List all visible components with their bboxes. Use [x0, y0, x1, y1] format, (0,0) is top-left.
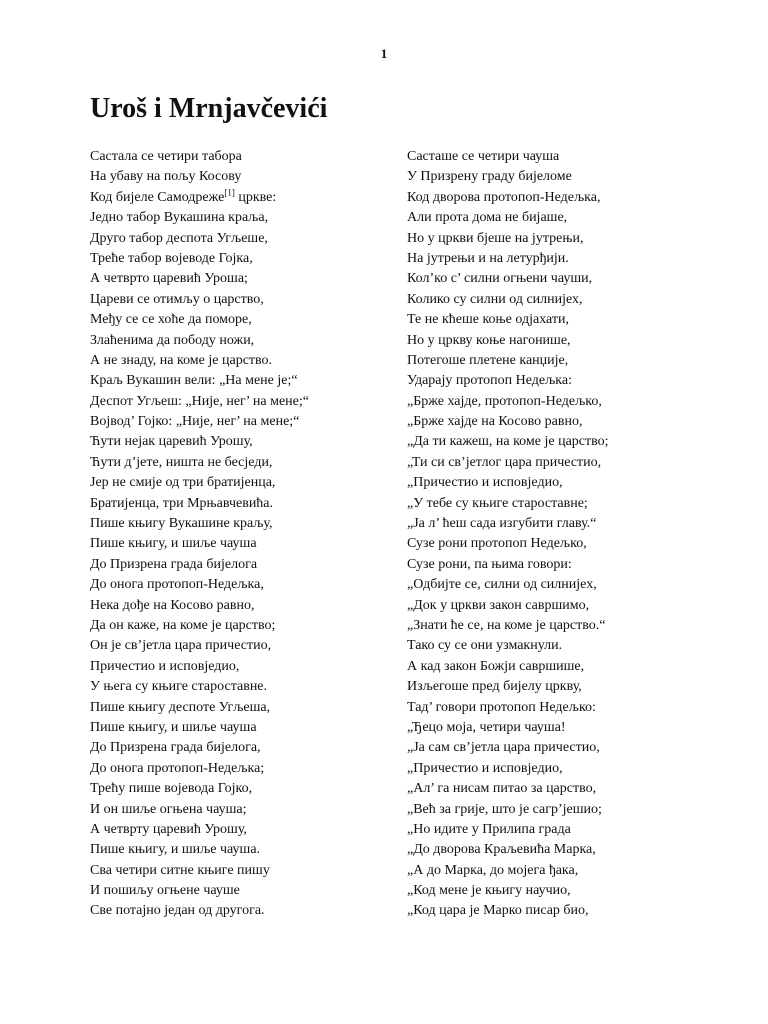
verse-text: „Причестио и исповједио,	[407, 760, 563, 776]
verse-line	[407, 861, 609, 881]
verse-text: Ударају протопоп Недељка:	[407, 373, 572, 389]
verse-line	[90, 351, 309, 371]
verse-line	[90, 698, 309, 718]
verse-text: „Ја сам св’јетла цара причестио,	[407, 740, 600, 756]
verse-text: „Код цара је Марко писар био,	[407, 903, 589, 919]
poem-column-left	[90, 147, 309, 922]
verse-text: „Већ за грије, што је сагр’јешио;	[407, 801, 602, 817]
verse-text: „Знати ће се, на коме је царство.“	[407, 617, 606, 633]
verse-line	[90, 208, 309, 228]
verse-text: Али прота дома не бијаше,	[407, 210, 568, 226]
verse-text: Сва четири ситне књиге пишу	[90, 862, 270, 878]
verse-line	[407, 738, 609, 758]
verse-text: Потегоше плетене канџије,	[407, 352, 569, 368]
verse-text: До Призрена града бијелога	[90, 556, 258, 572]
verse-line	[90, 657, 309, 677]
verse-line	[407, 290, 609, 310]
verse-line	[407, 269, 609, 289]
verse-text: Ћути д’јете, ништа не бесједи,	[90, 454, 273, 470]
verse-line	[407, 800, 609, 820]
verse-line	[407, 147, 609, 167]
verse-text: Пише књигу Вукашине краљу,	[90, 516, 273, 532]
verse-text: Јер не смије од три братијенца,	[90, 475, 276, 491]
verse-line	[90, 290, 309, 310]
verse-text: „Ал’ га нисам питао за царство,	[407, 781, 597, 797]
verse-text: Сузе рони, па њима говори:	[407, 556, 572, 572]
verse-line	[407, 392, 609, 412]
verse-text: Војвод’ Гојко: „Није, нег’ на мене;“	[90, 414, 300, 430]
verse-text: Код дворова протопоп-Недељка,	[407, 189, 601, 205]
verse-line	[407, 229, 609, 249]
verse-line	[90, 840, 309, 860]
verse-text-continued: цркве:	[234, 189, 277, 205]
verse-text: „У тебе су књиге староставне;	[407, 495, 588, 511]
verse-text: „Но идите у Прилипа града	[407, 821, 571, 837]
verse-line	[407, 698, 609, 718]
verse-line	[90, 229, 309, 249]
verse-line	[90, 596, 309, 616]
verse-line	[407, 901, 609, 921]
verse-line	[90, 167, 309, 187]
verse-line	[90, 331, 309, 351]
verse-text: Пише књигу, и шиље чауша.	[90, 842, 261, 858]
verse-line	[407, 820, 609, 840]
verse-text: До Призрена града бијелога,	[90, 740, 261, 756]
verse-text: Пише књигу, и шиље чауша	[90, 536, 257, 552]
verse-line	[90, 453, 309, 473]
verse-text: Изљегоше пред бијелу цркву,	[407, 679, 582, 695]
verse-line	[90, 901, 309, 921]
verse-text: Братијенца, три Мрњавчевића.	[90, 495, 274, 511]
verse-line	[407, 555, 609, 575]
verse-text: „Брже хајде, протопоп-Недељко,	[407, 393, 602, 409]
verse-line	[90, 616, 309, 636]
verse-text: А четврту царевић Урошу,	[90, 821, 247, 837]
verse-text: Цареви се отимљу о царство,	[90, 291, 264, 307]
verse-text: Пише књигу, и шиље чауша	[90, 719, 257, 735]
verse-text: Међу се се хоће да поморе,	[90, 312, 252, 328]
verse-line	[90, 820, 309, 840]
verse-line	[407, 494, 609, 514]
verse-text: А кад закон Божји савршише,	[407, 658, 585, 674]
verse-text: Састаше се четири чауша	[407, 149, 560, 164]
verse-line	[90, 269, 309, 289]
verse-line	[407, 249, 609, 269]
verse-text: „Брже хајде на Косово равно,	[407, 414, 583, 430]
verse-text: Све потајно један од другога.	[90, 903, 265, 919]
verse-line	[407, 432, 609, 452]
verse-text: Пише књигу деспоте Угљеша,	[90, 699, 271, 715]
poem-column-right	[407, 147, 609, 922]
verse-text: „До дворова Краљевића Марка,	[407, 842, 596, 858]
verse-text: Трећу пише војевода Гојко,	[90, 781, 253, 797]
verse-line	[90, 555, 309, 575]
verse-line	[407, 514, 609, 534]
verse-text: И пошиљу огњене чауше	[90, 883, 240, 899]
verse-line	[90, 147, 309, 167]
verse-line	[407, 371, 609, 391]
verse-line	[407, 310, 609, 330]
verse-text: На јутрењи и на летурђији.	[407, 250, 569, 266]
verse-line	[90, 249, 309, 269]
verse-text: И он шиље огњена чауша;	[90, 801, 247, 817]
verse-line	[90, 861, 309, 881]
verse-text: До онога протопоп-Недељка,	[90, 577, 264, 593]
verse-line	[90, 677, 309, 697]
verse-text: На убаву на пољу Косову	[90, 169, 242, 185]
verse-line	[407, 636, 609, 656]
verse-text: Друго табор деспота Угљеше,	[90, 230, 268, 246]
verse-text: Кол’ко с’ силни огњени чауши,	[407, 271, 593, 287]
verse-text: „Код мене је књигу научио,	[407, 883, 571, 899]
verse-text: Колико су силни од силнијех,	[407, 291, 583, 307]
verse-text: А четврто царевић Уроша;	[90, 271, 248, 287]
verse-line	[407, 331, 609, 351]
verse-line	[90, 759, 309, 779]
verse-text: „Ти си св’јетлог цара причестио,	[407, 454, 602, 470]
verse-text: Краљ Вукашин вели: „На мене је;“	[90, 373, 298, 389]
verse-text: „Док у цркви закон савршимо,	[407, 597, 590, 613]
verse-text: У њега су књиге староставне.	[90, 679, 268, 695]
verse-line	[407, 881, 609, 901]
verse-text: А не знаду, на коме је царство.	[90, 352, 273, 368]
verse-line	[90, 575, 309, 595]
verse-text: Тад’ говори протопоп Недељко:	[407, 699, 596, 715]
verse-text: У Призрену граду бијеломе	[407, 169, 572, 185]
verse-text: „Ја л’ ћеш сада изгубити главу.“	[407, 516, 597, 532]
verse-text: Но у цркву коње нагонише,	[407, 332, 571, 348]
verse-line	[90, 392, 309, 412]
verse-text: Једно табор Вукашина краља,	[90, 210, 269, 226]
verse-line	[90, 514, 309, 534]
verse-line	[90, 718, 309, 738]
verse-line	[90, 432, 309, 452]
verse-line	[407, 779, 609, 799]
verse-line	[90, 371, 309, 391]
verse-text: Тако су се они узмакнули.	[407, 638, 563, 654]
verse-text: „Да ти кажеш, на коме је царство;	[407, 434, 609, 450]
verse-line	[407, 208, 609, 228]
verse-text: Да он каже, на коме је царство;	[90, 617, 276, 633]
verse-text: Нека дође на Косово равно,	[90, 597, 255, 613]
verse-line	[407, 167, 609, 187]
verse-text: Ћути нејак царевић Урошу,	[90, 434, 253, 450]
verse-text: Сузе рони протопоп Недељко,	[407, 536, 587, 552]
verse-line	[90, 534, 309, 554]
verse-line	[407, 677, 609, 697]
verse-text: „Причестио и исповједио,	[407, 475, 563, 491]
poem-title: Uroš i Mrnjavčevići	[90, 93, 328, 124]
verse-text: Злаћенима да пободу ножи,	[90, 332, 255, 348]
verse-line	[90, 636, 309, 656]
verse-line	[90, 779, 309, 799]
verse-line	[407, 473, 609, 493]
verse-line	[407, 596, 609, 616]
verse-line	[407, 188, 609, 208]
verse-line	[407, 759, 609, 779]
verse-line	[407, 840, 609, 860]
verse-line	[407, 657, 609, 677]
page-number: 1	[380, 46, 388, 61]
verse-line	[407, 412, 609, 432]
verse-line	[407, 534, 609, 554]
verse-line	[90, 881, 309, 901]
verse-text: „А до Марка, до мојега ђака,	[407, 862, 579, 878]
verse-line	[90, 494, 309, 514]
verse-text: Деспот Угљеш: „Није, нег’ на мене;“	[90, 393, 309, 409]
verse-line	[407, 575, 609, 595]
verse-line	[90, 800, 309, 820]
verse-line	[407, 616, 609, 636]
verse-text: Састала се четири табора	[90, 149, 242, 164]
verse-line	[407, 718, 609, 738]
verse-text: Но у цркви бјеше на јутрењи,	[407, 230, 584, 246]
verse-line	[90, 310, 309, 330]
verse-line	[407, 453, 609, 473]
verse-line	[90, 473, 309, 493]
verse-text: Код бијеле Самодреже	[90, 189, 225, 205]
verse-line	[90, 738, 309, 758]
verse-text: Причестио и исповједио,	[90, 658, 240, 674]
footnote-marker[interactable]: [1]	[224, 187, 235, 198]
verse-text: Треће табор војеводе Гојка,	[90, 250, 253, 266]
verse-text: До онога протопоп-Недељка;	[90, 760, 265, 776]
verse-text: „Ђецо моја, четири чауша!	[407, 719, 566, 735]
verse-line	[90, 412, 309, 432]
verse-line	[407, 351, 609, 371]
verse-text: „Одбијте се, силни од силнијех,	[407, 577, 597, 593]
verse-text: Те не кћеше коње одјахати,	[407, 312, 569, 328]
verse-line	[90, 188, 309, 208]
verse-text: Он је св’јетла цара причестио,	[90, 638, 272, 654]
